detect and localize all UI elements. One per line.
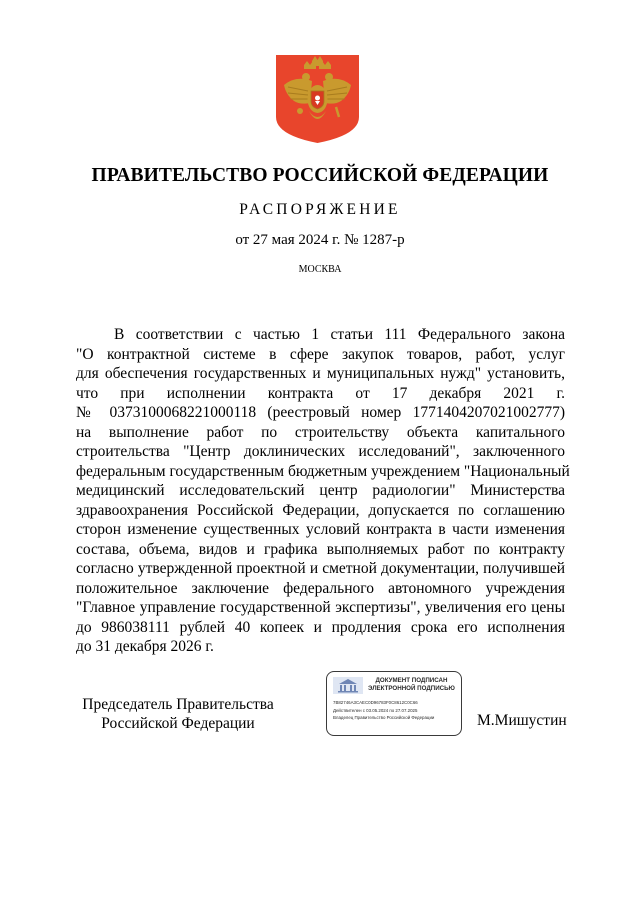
body-line: № 0373100068221000118 (реестровый номер 1771404207021002777): [76, 404, 565, 421]
document-date-number: от 27 мая 2024 г. № 1287-р: [235, 232, 405, 248]
signatory-position-line: Председатель Правительства: [82, 696, 274, 713]
body-line: положительное заключение федерального автономного учреждения: [76, 579, 565, 597]
body-line: согласно утвержденной проектной и сметной документации, получившей: [76, 560, 565, 577]
body-line: "О контрактной системе в сфере закупок товаров, работ, услуг: [76, 345, 565, 363]
government-building-icon: [333, 677, 363, 694]
signatory-position-line: Российской Федерации: [101, 715, 255, 732]
body-line: "Главное управление государственной экспертизы", увеличения его цены: [76, 599, 565, 616]
body-line: на выполнение работ по строительству объекта капитального: [76, 423, 565, 441]
document-city: МОСКВА: [298, 264, 342, 275]
document-type: РАСПОРЯЖЕНИЕ: [239, 201, 401, 218]
stamp-heading-line: ЭЛЕКТРОННОЙ ПОДПИСЬЮ: [368, 685, 455, 692]
electronic-signature-stamp: [326, 671, 462, 736]
body-line: федеральным государственным бюджетным учреждением "Национальный: [76, 462, 570, 480]
signatory-name: М.Мишустин: [477, 712, 567, 729]
body-line: медицинский исследовательский центр радиологии" Министерства: [76, 482, 565, 499]
body-line: до 986038111 рублей 40 копеек и продления срока его исполнения: [76, 618, 565, 636]
order-body: [76, 325, 570, 657]
body-line: строительства "Центр доклинических исследований", заключенного: [76, 443, 565, 460]
stamp-heading-line: ДОКУМЕНТ ПОДПИСАН: [375, 677, 448, 684]
body-line: сторон изменение существенных условий контракта в части изменения: [76, 521, 565, 538]
body-line: здравоохранения Российской Федерации, допускается по соглашению: [76, 501, 565, 519]
body-line: до 31 декабря 2026 г.: [76, 638, 214, 655]
stamp-certificate: 7B82746A3CAEC0D96783F0C8612C0C66: [333, 700, 418, 705]
stamp-validity: Действителен с 03.05.2024 по 27.07.2025: [333, 708, 418, 713]
body-line: В соответствии с частью 1 статьи 111 Федерального закона: [114, 326, 565, 343]
stamp-owner: Владелец Правительство Российской Федерации: [333, 715, 435, 720]
body-line: что при исполнении контракта от 17 декабря 2021 г.: [76, 384, 565, 402]
signatory-position: [78, 695, 278, 733]
coat-of-arms-icon: [276, 55, 359, 143]
stamp-heading: [364, 677, 459, 693]
body-line: для обеспечения государственных и муниципальных нужд" установить,: [76, 365, 565, 382]
body-line: состава, объема, видов и графика выполняемых работ по контракту: [76, 540, 565, 558]
government-title: ПРАВИТЕЛЬСТВО РОССИЙСКОЙ ФЕДЕРАЦИИ: [91, 165, 549, 186]
